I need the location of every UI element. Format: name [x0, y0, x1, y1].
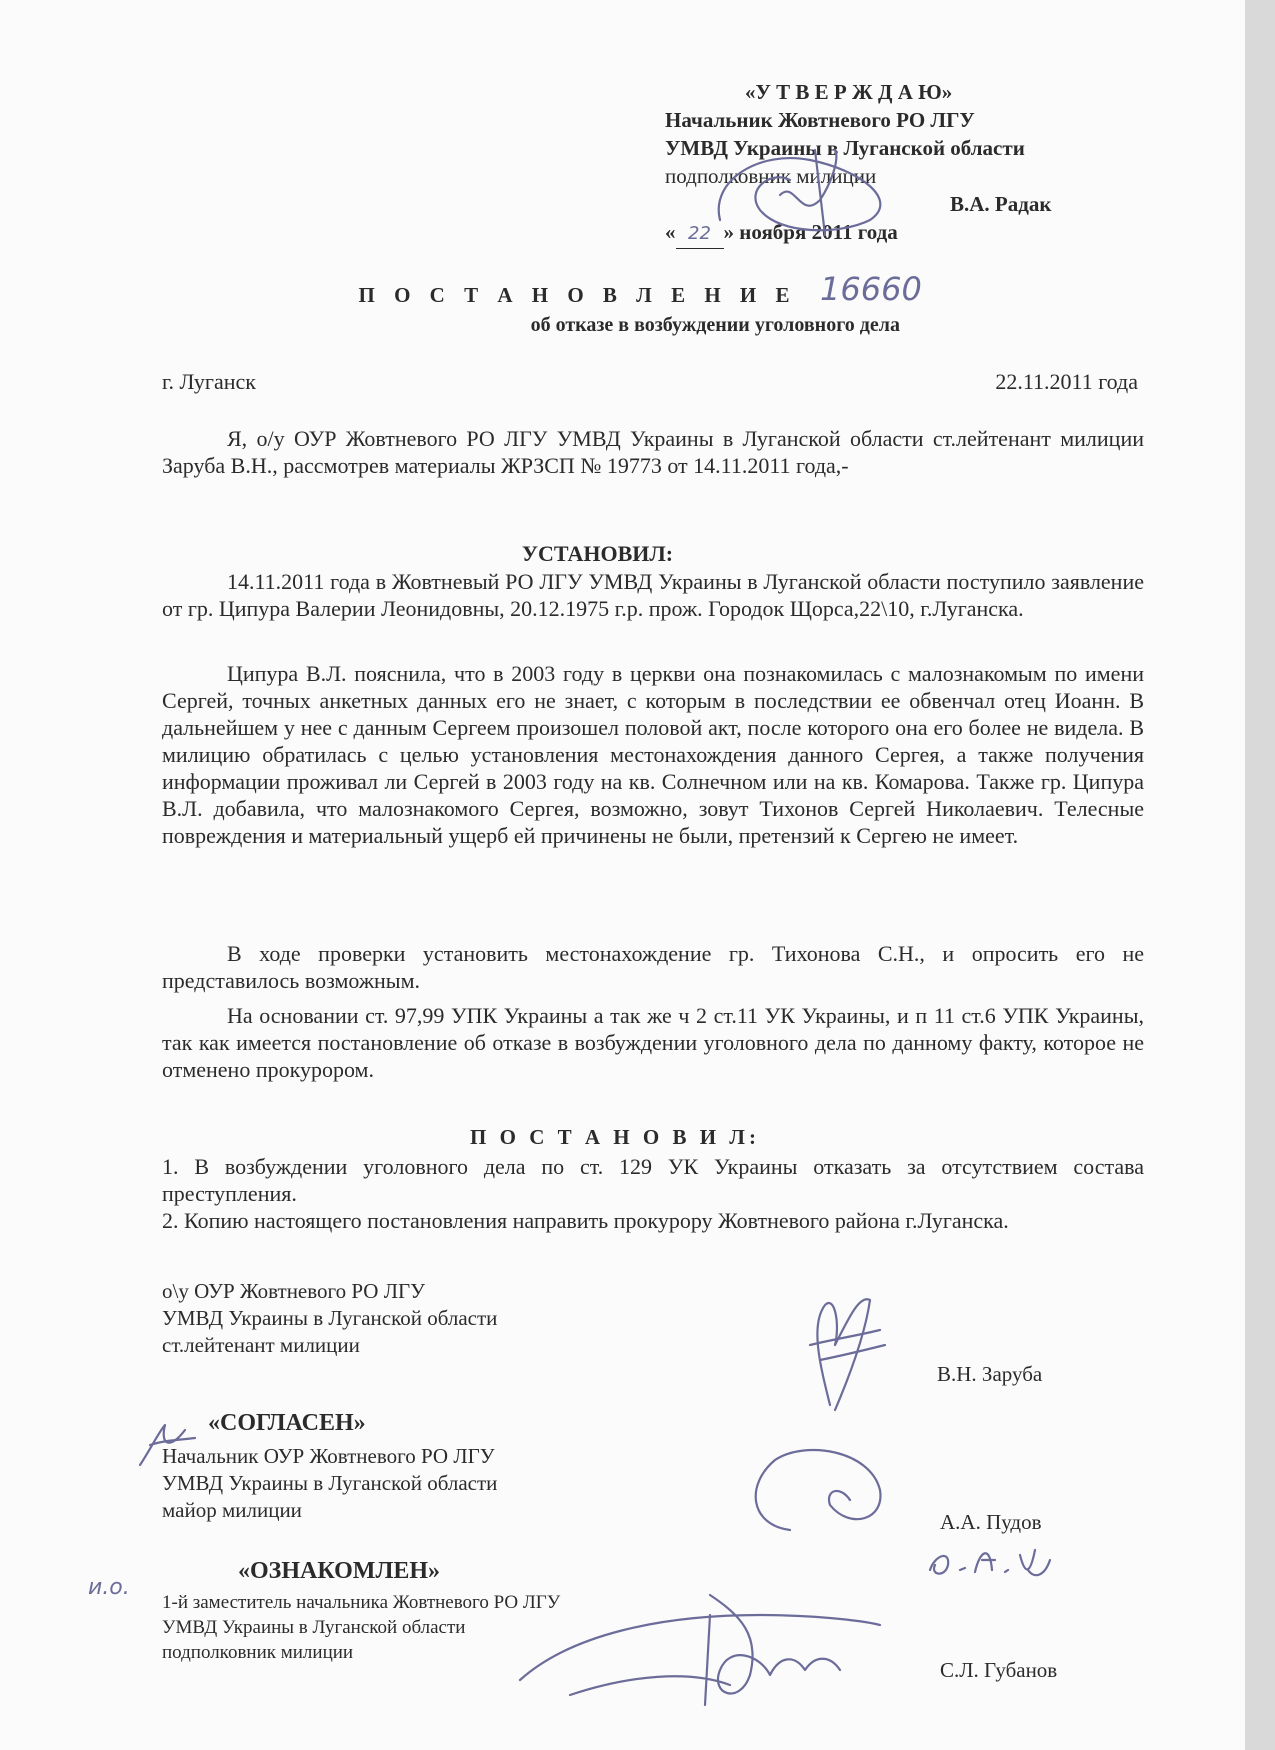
officer-signature: [790, 1285, 900, 1420]
resolved-header-text: П О С Т А Н О В И Л:: [470, 1125, 760, 1149]
intro-paragraph: Я, о/у ОУР Жовтневого РО ЛГУ УМВД Украины в Луганской области ст.лейтенант милиции Заруба В.Н., рассмотрев материалы ЖРЗСП № 19773 от 14.11.2011 года,-: [162, 426, 1144, 478]
paragraph-1: 14.11.2011 года в Жовтневый РО ЛГУ УМВД Украины в Луганской области поступило заявление от гр. Ципура Валерии Леонидовны, 20.12.1975 г.р. прож. Городок Щорса,22\10, г.Луганска.: [162, 569, 1144, 621]
acquainted-line1: 1-й заместитель начальника Жовтневого РО ЛГУ: [162, 1592, 561, 1613]
acquainted-hand-note: и.о.: [88, 1575, 130, 1600]
approval-line1: Начальник Жовтневого РО ЛГУ: [665, 108, 975, 132]
approval-date-day: 22: [676, 220, 724, 249]
resolution-item: 1. В возбуждении уголовного дела по ст. 129 УК Украины отказать за отсутствием состава преступления.: [162, 1154, 1144, 1206]
agreed-handwritten-name: [920, 1530, 1070, 1585]
agreed-header: «СОГЛАСЕН»: [208, 1410, 366, 1436]
document-title-text: П О С Т А Н О В Л Е Н И Е: [358, 283, 797, 307]
agreed-line3: майор милиции: [162, 1498, 302, 1522]
approval-date-rest: » ноября 2011 года: [723, 220, 898, 244]
acquainted-line2: УМВД Украины в Луганской области: [162, 1617, 466, 1638]
established-header: [0, 541, 1275, 567]
officer-line1: о\у ОУР Жовтневого РО ЛГУ: [162, 1279, 425, 1303]
resolution-list: [162, 1153, 1144, 1234]
document-city: г. Луганск: [162, 369, 256, 394]
agreed-signature: [740, 1445, 900, 1535]
agreed-block: [162, 1443, 497, 1524]
acquainted-name: С.Л. Губанов: [940, 1658, 1058, 1682]
approval-name: В.А. Радак: [950, 192, 1052, 216]
officer-line2: УМВД Украины в Луганской области: [162, 1306, 498, 1330]
officer-name: В.Н. Заруба: [937, 1362, 1043, 1386]
acquainted-line3: подполковник милиции: [162, 1642, 354, 1663]
paragraph-3: В ходе проверки установить местонахождение гр. Тихонова С.Н., и опросить его не представилось возможным.: [162, 941, 1144, 993]
document-subtitle: об отказе в возбуждении уголовного дела: [530, 314, 900, 336]
approval-date-open: «: [665, 220, 676, 244]
acquainted-header: «ОЗНАКОМЛЕН»: [238, 1558, 441, 1584]
agreed-name: А.А. Пудов: [940, 1510, 1042, 1534]
approval-line2: УМВД Украины в Луганской области: [665, 136, 1025, 160]
resolution-item: 2. Копию настоящего постановления направить прокурору Жовтневого района г.Луганска.: [162, 1208, 1009, 1233]
established-header-text: УСТАНОВИЛ:: [521, 541, 674, 566]
approval-line3: подполковник милиции: [665, 164, 877, 188]
resolved-header: [0, 1125, 1275, 1150]
acquainted-signature: [510, 1585, 890, 1715]
acquainted-block: [162, 1590, 560, 1665]
agreed-line1: Начальник ОУР Жовтневого РО ЛГУ: [162, 1444, 495, 1468]
scan-edge: [1245, 0, 1275, 1750]
agreed-line2: УМВД Украины в Луганской области: [162, 1471, 498, 1495]
approval-signature: [700, 140, 920, 250]
paragraph-2: Ципура В.Л. пояснила, что в 2003 году в церкви она познакомилась с малознакомым по имени Сергей, точных анкетных данных его не знает, с которым в последствии ее обвенчал отец Иоанн. В дальнейшем у нее с данным Сергеем произошел половой акт, после которого она его более не видела. В милицию обратилась с целью установления местонахождения данного Сергея, а также получения информации проживал ли Сергей в 2003 году на кв. Солнечном или на кв. Комарова. Также гр. Ципура В.Л. добавила, что малознакомого Сергея, возможно, зовут Тихонов Сергей Николаевич. Телесные повреждения и материальный ущерб ей причинены не были, претензий к Сергею не имеет.: [162, 661, 1144, 848]
paragraph-4: На основании ст. 97,99 УПК Украины а так же ч 2 ст.11 УК Украины, и п 11 ст.6 УПК Украины, так как имеется постановление об отказе в возбуждении уголовного дела по данному факту, которое не отменено прокурором.: [162, 1003, 1144, 1082]
document-number-handwritten: 16660: [820, 270, 922, 308]
document-date: 22.11.2011 года: [995, 369, 1138, 394]
document-title: [0, 283, 1275, 308]
approval-header: «У Т В Е Р Ж Д А Ю»: [745, 80, 953, 104]
officer-line3: ст.лейтенант милиции: [162, 1333, 360, 1357]
officer-block: [162, 1278, 497, 1359]
